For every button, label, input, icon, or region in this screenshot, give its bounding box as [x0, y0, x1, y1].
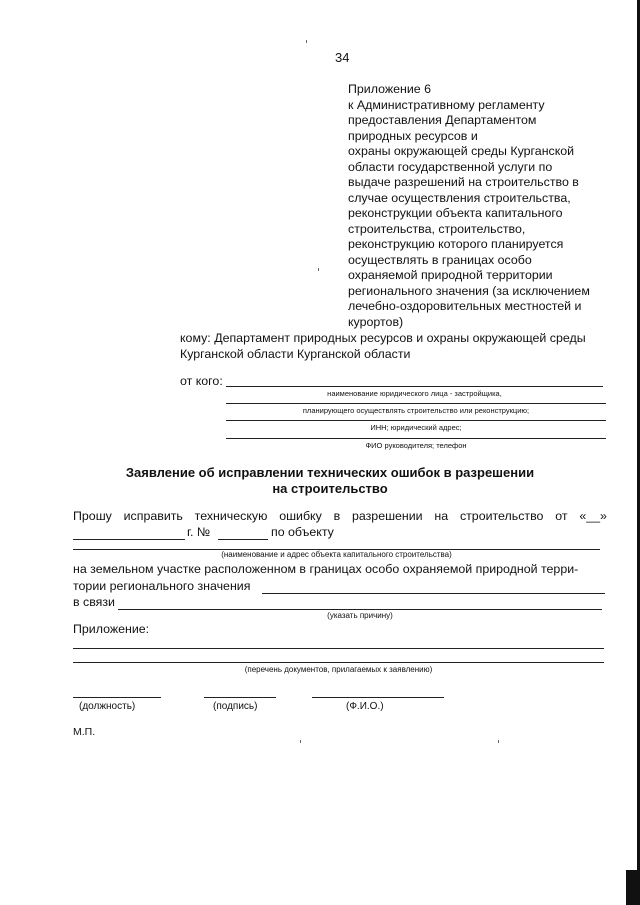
position-caption: (должность) — [79, 701, 136, 712]
reason-field[interactable] — [118, 609, 602, 610]
addressee-line: Курганской области Курганской области — [180, 346, 411, 361]
appendix-line: области государственной услуги по — [348, 159, 553, 174]
from-field-line-1[interactable] — [226, 386, 603, 387]
from-caption-1: наименование юридического лица - застройщика, — [327, 389, 502, 398]
appendix-line: курортов) — [348, 314, 404, 329]
scan-speck — [318, 268, 319, 271]
from-label: от кого: — [180, 374, 223, 388]
appendix-line: реконструкцию которого планируется — [348, 237, 564, 251]
document-title — [100, 465, 560, 497]
addressee-block — [180, 331, 620, 362]
from-field-line-4[interactable] — [226, 438, 606, 439]
scan-speck — [300, 740, 301, 743]
appendix-line: предоставления Департаментом — [348, 113, 537, 127]
scan-edge-corner — [626, 870, 640, 905]
appendix-line: реконструкции объекта капитального — [348, 206, 563, 220]
signature-caption: (подпись) — [213, 701, 258, 712]
attachment-field-2[interactable] — [73, 662, 604, 663]
title-line: Заявление об исправлении технических ошибок в разрешении — [125, 465, 535, 480]
attachment-caption: (перечень документов, прилагаемых к заявлению) — [244, 665, 433, 674]
from-field-line-3[interactable] — [226, 420, 606, 421]
scan-speck — [306, 40, 307, 43]
title-line: на строительство — [272, 481, 388, 496]
appendix-line: выдаче разрешений на строительство в — [348, 175, 579, 189]
date-day-field[interactable]: «__» — [579, 509, 607, 523]
request-line: Прошу исправить техническую ошибку в разрешении на строительство от «__» — [73, 509, 607, 523]
fio-signature-line[interactable] — [312, 697, 444, 698]
appendix-line: лечебно-оздоровительных местностей и — [348, 299, 582, 313]
appendix-block — [348, 82, 618, 330]
stamp-place-label: М.П. — [73, 726, 96, 738]
from-caption-3: ИНН; юридический адрес; — [370, 423, 462, 432]
appendix-line: охраны окружающей среды Курганской — [348, 144, 575, 158]
date-year-field[interactable] — [73, 539, 185, 540]
position-signature-line[interactable] — [73, 697, 161, 698]
from-caption-2: планирующего осуществлять строительство или реконструкцию; — [302, 406, 530, 415]
fio-caption: (Ф.И.О.) — [346, 701, 384, 712]
page-number: 34 — [335, 50, 350, 65]
scan-speck — [498, 740, 499, 743]
attachment-label: Приложение: — [73, 622, 150, 636]
appendix-line: строительства, строительство, — [348, 221, 526, 236]
year-number-label: г. № — [187, 525, 211, 539]
from-caption-4: ФИО руководителя; телефон — [365, 441, 467, 450]
appendix-line: Приложение 6 — [348, 82, 432, 96]
region-field[interactable] — [262, 593, 605, 594]
permit-number-field[interactable] — [218, 539, 268, 540]
reason-label: в связи — [73, 595, 115, 609]
appendix-line: природных ресурсов и — [348, 128, 478, 143]
signature-line[interactable] — [204, 697, 276, 698]
appendix-line: охраняемой природной территории — [348, 268, 553, 282]
region-line: тории регионального значения — [73, 579, 251, 593]
appendix-line: к Административному регламенту — [348, 97, 545, 112]
by-object-label: по объекту — [271, 525, 334, 539]
land-line: на земельном участке расположенном в границах особо охраняемой природной терри- — [73, 562, 579, 576]
addressee-line: кому: Департамент природных ресурсов и охраны окружающей среды — [180, 331, 586, 345]
object-caption: (наименование и адрес объекта капитального строительства) — [221, 550, 452, 559]
appendix-line: регионального значения (за исключением — [348, 283, 590, 298]
appendix-line: случае осуществления строительства, — [348, 190, 571, 205]
from-field-line-2[interactable] — [226, 403, 606, 404]
reason-caption: (указать причину) — [327, 611, 393, 620]
appendix-line: осуществлять в границах особо — [348, 252, 532, 267]
attachment-field-1[interactable] — [73, 648, 604, 649]
